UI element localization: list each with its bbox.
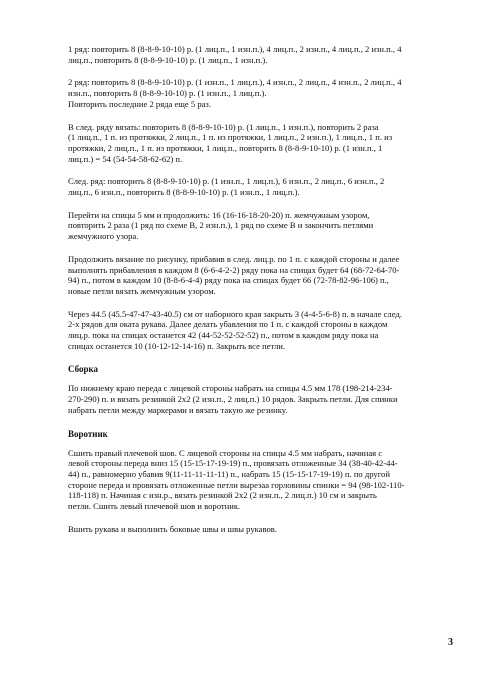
paragraph-increases: Продолжить вязание по рисунку, прибавив в след. лиц.р. по 1 п. с каждой стороны и далее выполнять прибавления в каждом 8 (6-6-4-2-2) ряду пока на спицах будет 64 (68-72-64-70- 94) п., потом в каждом 10 (8-8-6-4-4) ряду пока на спицах будет 66 (72-78-82-96-106) п., новые петли вязать жемчужным узором. <box>68 253 400 296</box>
paragraph-row-1: 1 ряд: повторить 8 (8-8-9-10-10) р. (1 лиц.п., 1 изн.п.), 4 лиц.п., 2 изн.п., 4 лиц.п., 2 изн.п., 4 лиц.п., повторить 8 (8-8-9-10-10) р. (1 лиц.п., 1 изн.п.). <box>68 44 402 65</box>
paragraph-row-2: 2 ряд: повторить 8 (8-8-9-10-10) р. (1 изн.п., 1 лиц.п.), 4 изн.п., 2 лиц.п., 4 изн.п., 2 лиц.п., 4 изн.п., повторить 8 (8-8-9-10-10) р. (1 изн.п., 1 лиц.п.). Повторить последние 2 ряда еще 5 раз. <box>68 77 402 109</box>
page-content <box>68 44 428 535</box>
paragraph-following-row: След. ряд: повторить 8 (8-8-9-10-10) р. (1 изн.п., 1 лиц.п.), 6 изн.п., 2 лиц.п., 6 изн.п., 2 лиц.п., 6 изн.п., повторить 8 (8-8-9-10-10) р. (1 изн.п., 1 лиц.п.). <box>68 176 385 198</box>
paragraph-switch-needles: Перейти на спицы 5 мм и продолжить: 16 (16-16-18-20-20) п. жемчужным узором, повторить 2 раза (1 ряд по схеме В, 2 изн.п.), 1 ряд по схеме В и закончить петлями жемчужного узора. <box>68 209 374 242</box>
heading-collar: Воротник <box>68 428 108 439</box>
paragraph-next-row: В след. ряду вязать: повторить 8 (8-8-9-10-10) р. (1 лиц.п., 1 изн.п.), повторить 2 раза (1 лиц.п., 1 п. из протяжки, 2 лиц.п., 1 п. из протяжки, 1 лиц.п., 2 изн.п.), 1 лиц.п., 1 п. из протяжки, 2 лиц.п., 1 п. из протяжки, 1 лиц.п., повторить 8 (8-8-9-10-10) р. (1 изн.п., 1 лиц.п.) = 54 (54-54-58-62-62) п. <box>68 121 393 164</box>
heading-assembly: Сборка <box>68 364 99 375</box>
paragraph-collar: Сшить правый плечевой шов. С лицевой стороны на спицы 4.5 мм набрать, начиная с левой стороны переда вниз 15 (15-15-17-19-19) п., провязать отложенные 34 (38-40-42-44- 44) п., равномерно убавив 9(11-11-11-11-11) п., набрать 15 (15-15-17-19-19) п. по другой стороне переда и провязать отложенные петли вырезаа горловины спинки = 94 (98-102-110- 118-118) п. Начиная с изн.р., вязать резинкой 2х2 (2 изн.п., 2 лиц.п.) 10 см и закрыть петли. Сшить левый плечевой шов и воротник. <box>68 447 405 512</box>
paragraph-assembly: По нижнему краю переда с лицевой стороны набрать на спицы 4.5 мм 178 (198-214-234- 270-290) п. и вязать резинкой 2х2 (2 изн.п., 2 лиц.п.) 10 рядов. Закрыть петли. Для спинки набрать петли между маркерами и вязать такую же резинку. <box>68 383 398 415</box>
paragraph-sleeve-cap: Через 44.5 (45.5-47-47-43-40.5) см от наборного края закрыть 3 (4-4-5-6-8) п. в начале след. 2-х рядов для оката рукава. Далее делать убавления по 1 п. с каждой стороны в каждом лиц.р. пока на спицах останется 42 (44-52-52-52-52) п., потом в каждом ряду пока на спицах останется 10 (10-12-12-14-16) п. Закрыть все петли. <box>68 308 402 351</box>
page-number: 3 <box>448 637 453 648</box>
paragraph-final: Вшить рукава и выполнить боковые швы и швы рукавов. <box>68 523 277 534</box>
